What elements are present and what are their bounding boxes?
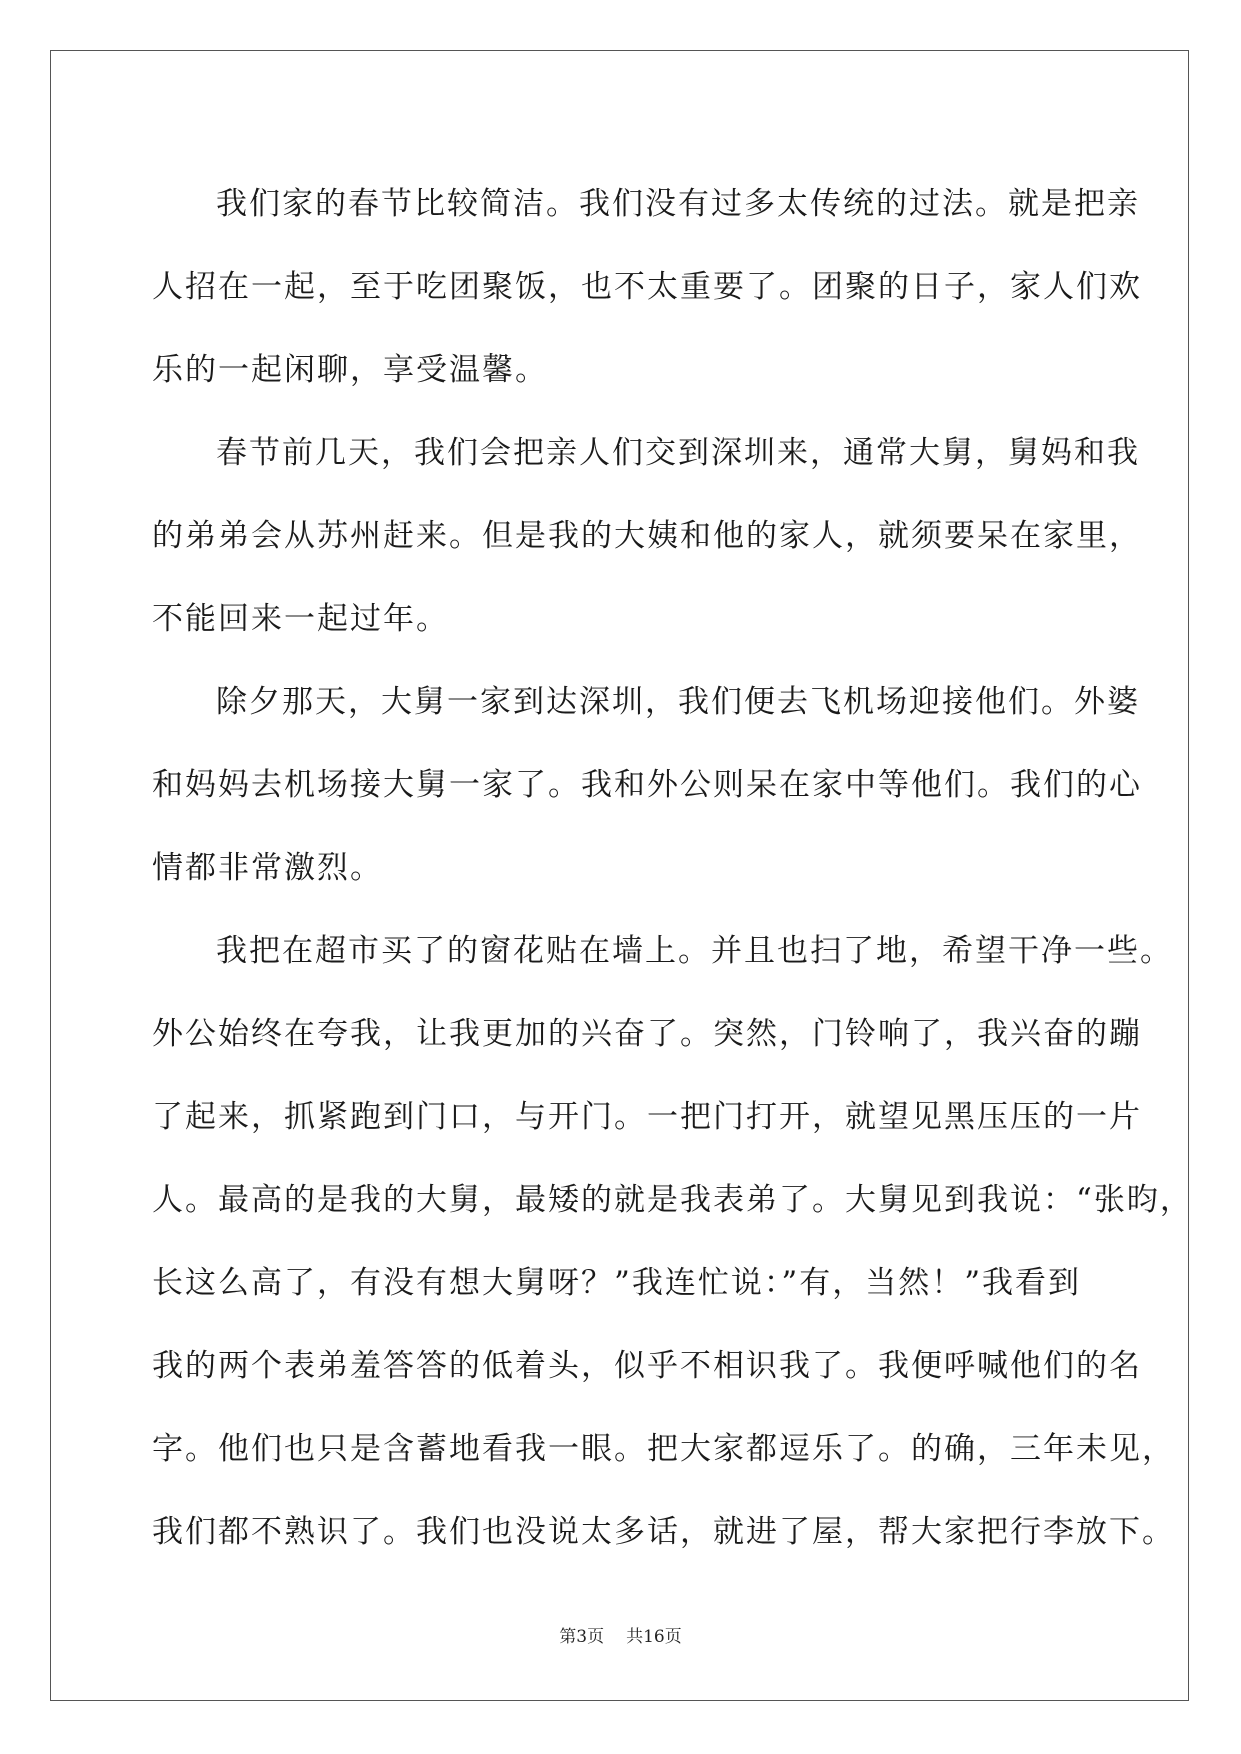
- page-number: 第3页: [559, 1627, 605, 1647]
- page-footer: [0, 1622, 1241, 1647]
- paragraph-line: 长这么高了，有没有想大舅呀？”我连忙说：”有，当然！”我看到: [152, 1265, 1082, 1301]
- paragraph-line: 我把在超市买了的窗花贴在墙上。并且也扫了地，希望干净一些。: [216, 933, 1173, 969]
- document-body: [152, 163, 1193, 1574]
- paragraph-line: 除夕那天，大舅一家到达深圳，我们便去飞机场迎接他们。外婆: [216, 684, 1140, 720]
- paragraph-line: 和妈妈去机场接大舅一家了。我和外公则呆在家中等他们。我们的心: [152, 767, 1142, 803]
- paragraph-line: 我们都不熟识了。我们也没说太多话，就进了屋，帮大家把行李放下。: [152, 1514, 1175, 1550]
- paragraph-line: 外公始终在夸我，让我更加的兴奋了。突然，门铃响了，我兴奋的蹦: [152, 1016, 1142, 1052]
- paragraph: [152, 412, 1142, 661]
- paragraph-line: 我的两个表弟羞答答的低着头，似乎不相识我了。我便呼喊他们的名: [152, 1348, 1142, 1384]
- paragraph-line: 不能回来一起过年。: [152, 601, 449, 637]
- paragraph: [152, 661, 1142, 910]
- paragraph-line: 人招在一起，至于吃团聚饭，也不太重要了。团聚的日子，家人们欢: [152, 269, 1142, 305]
- page-total: 共16页: [626, 1627, 682, 1647]
- paragraph-line: 人。最高的是我的大舅，最矮的就是我表弟了。大舅见到我说：“张昀，: [152, 1182, 1193, 1218]
- paragraph-line: 春节前几天，我们会把亲人们交到深圳来，通常大舅，舅妈和我: [216, 435, 1140, 471]
- paragraph-line: 字。他们也只是含蓄地看我一眼。把大家都逗乐了。的确，三年未见，: [152, 1431, 1175, 1467]
- paragraph-line: 乐的一起闲聊，享受温馨。: [152, 352, 548, 388]
- paragraph-line: 了起来，抓紧跑到门口，与开门。一把门打开，就望见黑压压的一片: [152, 1099, 1142, 1135]
- paragraph-line: 情都非常激烈。: [152, 850, 383, 886]
- paragraph-line: 我们家的春节比较简洁。我们没有过多太传统的过法。就是把亲: [216, 186, 1140, 222]
- paragraph: [152, 910, 1193, 1574]
- paragraph-line: 的弟弟会从苏州赶来。但是我的大姨和他的家人，就须要呆在家里，: [152, 518, 1142, 554]
- paragraph: [152, 163, 1142, 412]
